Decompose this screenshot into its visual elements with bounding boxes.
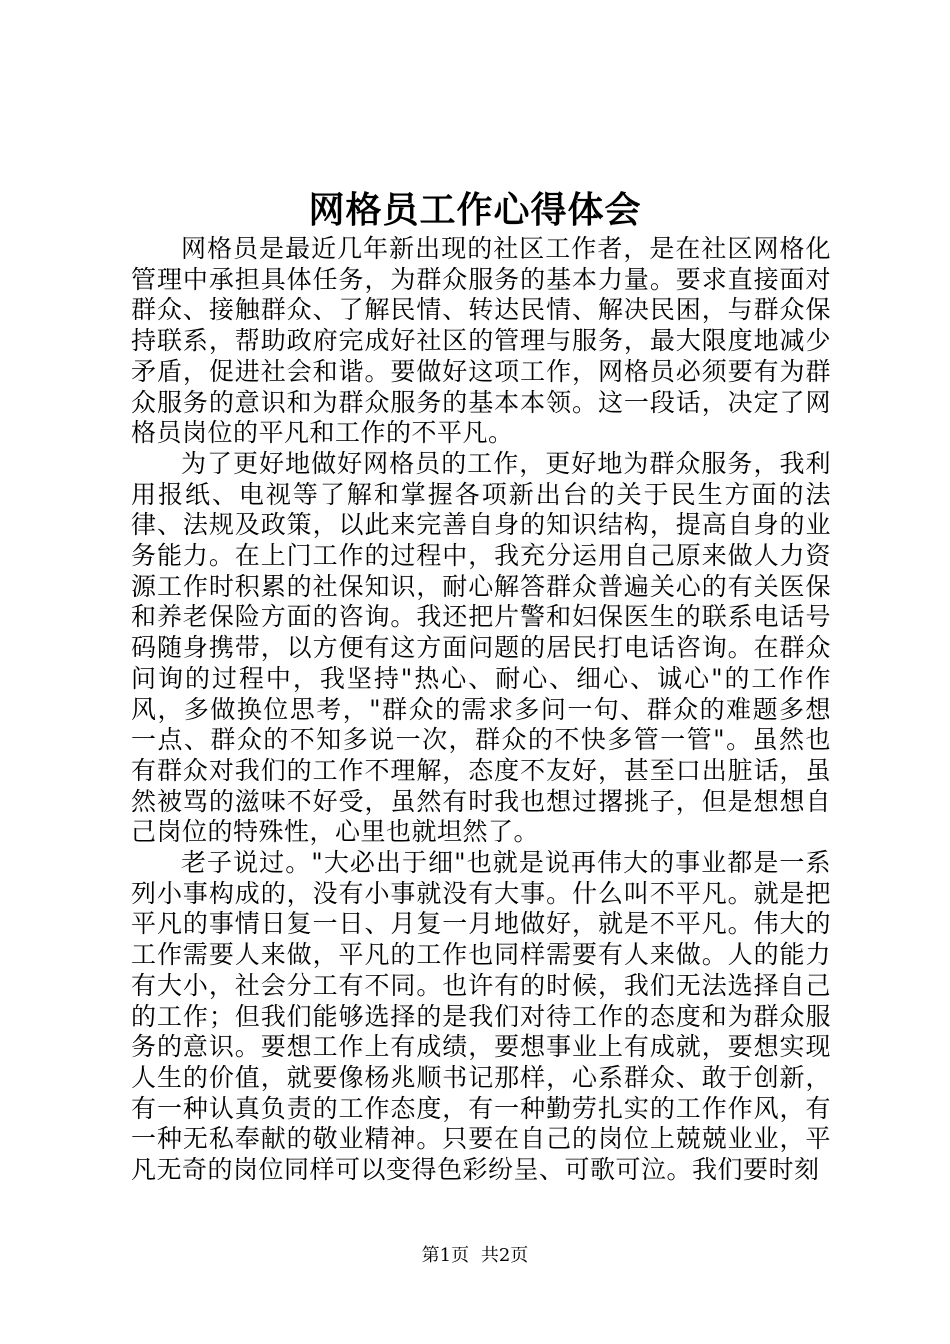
paragraph-3: 老子说过。"大必出于细"也就是说再伟大的事业都是一系列小事构成的，没有小事就没有大事。什么叫不平凡。就是把平凡的事情日复一日、月复一月地做好，就是不平凡。伟大的工作需要人来做，平凡的工作也同样需要有人来做。人的能力有大小，社会分工有不同。也许有的时候，我们无法选择自己的工作；但我们能够选择的是我们对待工作的态度和为群众服务的意识。要想工作上有成绩，要想事业上有成就，要想实现人生的价值，就要像杨兆顺书记那样，心系群众、敢于创新，有一种认真负责的工作态度，有一种勤劳扎实的工作作风，有一种无私奉献的敬业精神。只要在自己的岗位上兢兢业业，平凡无奇的岗位同样可以变得色彩纷呈、可歌可泣。我们要时刻 bbox=[131, 848, 831, 1185]
page-total: 共2页 bbox=[480, 1245, 529, 1266]
page-footer bbox=[0, 1244, 950, 1268]
document-title: 网格员工作心得体会 bbox=[308, 189, 642, 231]
paragraph-2: 为了更好地做好网格员的工作，更好地为群众服务，我利用报纸、电视等了解和掌握各项新出台的关于民生方面的法律、法规及政策，以此来完善自身的知识结构，提高自身的业务能力。在上门工作的过程中，我充分运用自己原来做人力资源工作时积累的社保知识，耐心解答群众普遍关心的有关医保和养老保险方面的咨询。我还把片警和妇保医生的联系电话号码随身携带，以方便有这方面问题的居民打电话咨询。在群众问询的过程中，我坚持"热心、耐心、细心、诚心"的工作作风，多做换位思考，"群众的需求多问一句、群众的难题多想一点、群众的不知多说一次，群众的不快多管一管"。虽然也有群众对我们的工作不理解，态度不友好，甚至口出脏话，虽然被骂的滋味不好受，虽然有时我也想过撂挑子，但是想想自己岗位的特殊性，心里也就坦然了。 bbox=[131, 448, 831, 847]
paragraph-1: 网格员是最近几年新出现的社区工作者，是在社区网格化管理中承担具体任务，为群众服务的基本力量。要求直接面对群众、接触群众、了解民情、转达民情、解决民困，与群众保持联系，帮助政府完成好社区的管理与服务，最大限度地减少矛盾，促进社会和谐。要做好这项工作，网格员必须要有为群众服务的意识和为群众服务的基本本领。这一段话，决定了网格员岗位的平凡和工作的不平凡。 bbox=[131, 234, 831, 448]
page-number: 第1页 bbox=[421, 1245, 470, 1266]
document-body bbox=[131, 234, 831, 1186]
